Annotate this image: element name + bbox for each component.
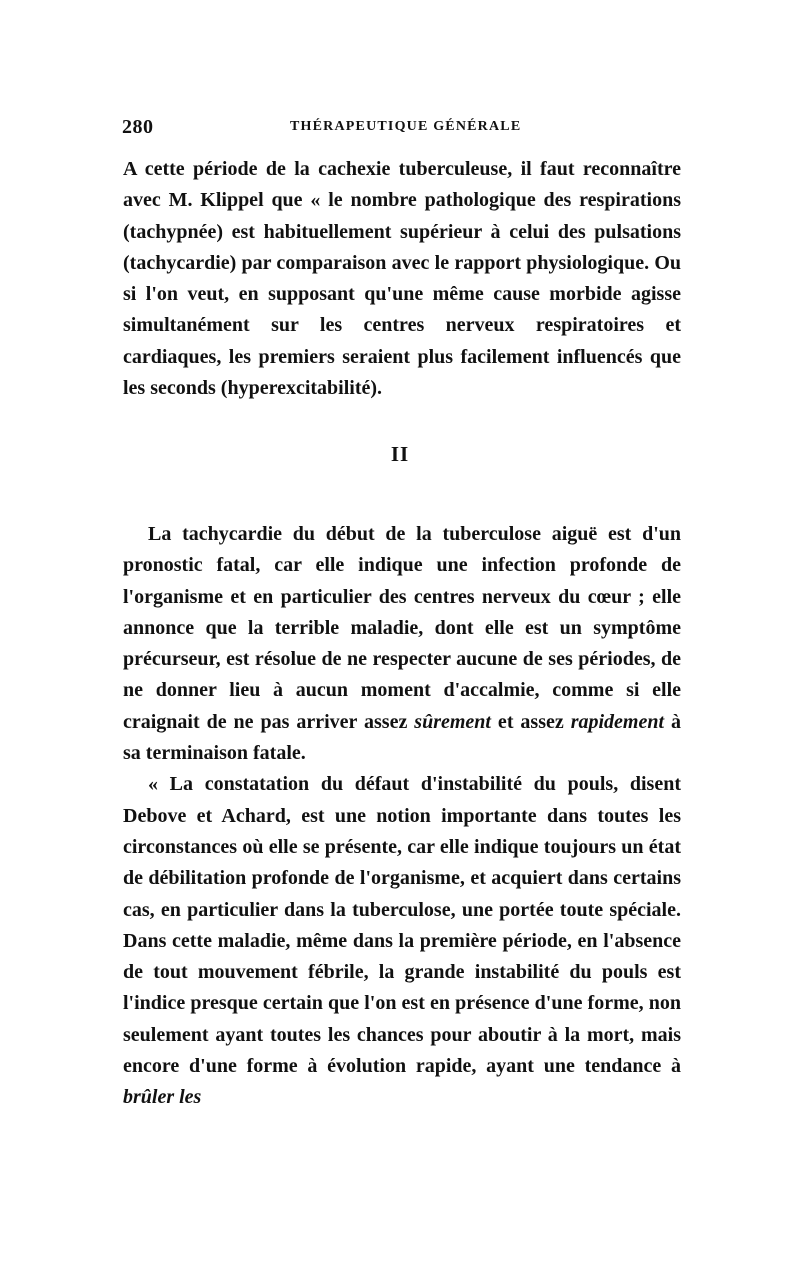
running-title: THÉRAPEUTIQUE GÉNÉRALE: [290, 119, 522, 134]
paragraph-tachycardia: [123, 519, 681, 769]
intro-paragraph-block: [123, 154, 681, 404]
emphasis-surement: sûrement: [414, 710, 491, 733]
paragraph-text: « La constatation du défaut d'instabilité du pouls, disent Debove et Achard, est une notion importante dans toutes les circonstances où elle se présente, car elle indique toujours un état de débilitation profonde de l'organisme, et acquiert dans certains cas, en particulier dans la tuberculose, une portée toute spéciale. Dans cette maladie, même dans la première période, en l'absence de tout mouvement fébrile, la grande instabilité du pouls est l'indice presque certain que l'on est en présence d'une forme, non seulement ayant toutes les chances pour aboutir à la mort, mais encore d'une forme à évolution rapide, ayant une tendance à: [123, 773, 681, 1078]
paragraph-quotation: [123, 769, 681, 1113]
section-heading: II: [390, 442, 410, 466]
intro-paragraph: A cette période de la cachexie tuberculeuse, il faut reconnaître avec M. Klippel que « le nombre pathologique des respirations (tachypnée) est habituellement supérieur à celui des pulsations (tachycardie) par comparaison avec le rapport physiologique. Ou si l'on veut, en supposant qu'une même cause morbide agisse simultanément sur les centres nerveux respiratoires et cardiaques, les premiers seraient plus facilement influencés que les seconds (hyperexcitabilité).: [123, 158, 681, 400]
paragraph-text: et assez: [490, 710, 571, 733]
page-header: [120, 116, 680, 142]
paragraph-text: La tachycardie du début de la tuberculose aiguë est d'un pronostic fatal, car elle indique une infection profonde de l'organisme et en particulier des centres nerveux du cœur ; elle annonce que la terrible maladie, dont elle est un symptôme précurseur, est résolue de ne respecter aucune de ses périodes, de ne donner lieu à aucun moment d'accalmie, comme si elle craignait de ne pas arriver assez: [123, 523, 681, 733]
page-number: 280: [122, 116, 154, 138]
section-body: [123, 519, 681, 1114]
emphasis-rapidement: rapidement: [570, 710, 665, 733]
emphasis-bruler-les: brûler les: [123, 1086, 202, 1109]
paragraph-text: à sa terminaison fatale.: [123, 710, 681, 765]
